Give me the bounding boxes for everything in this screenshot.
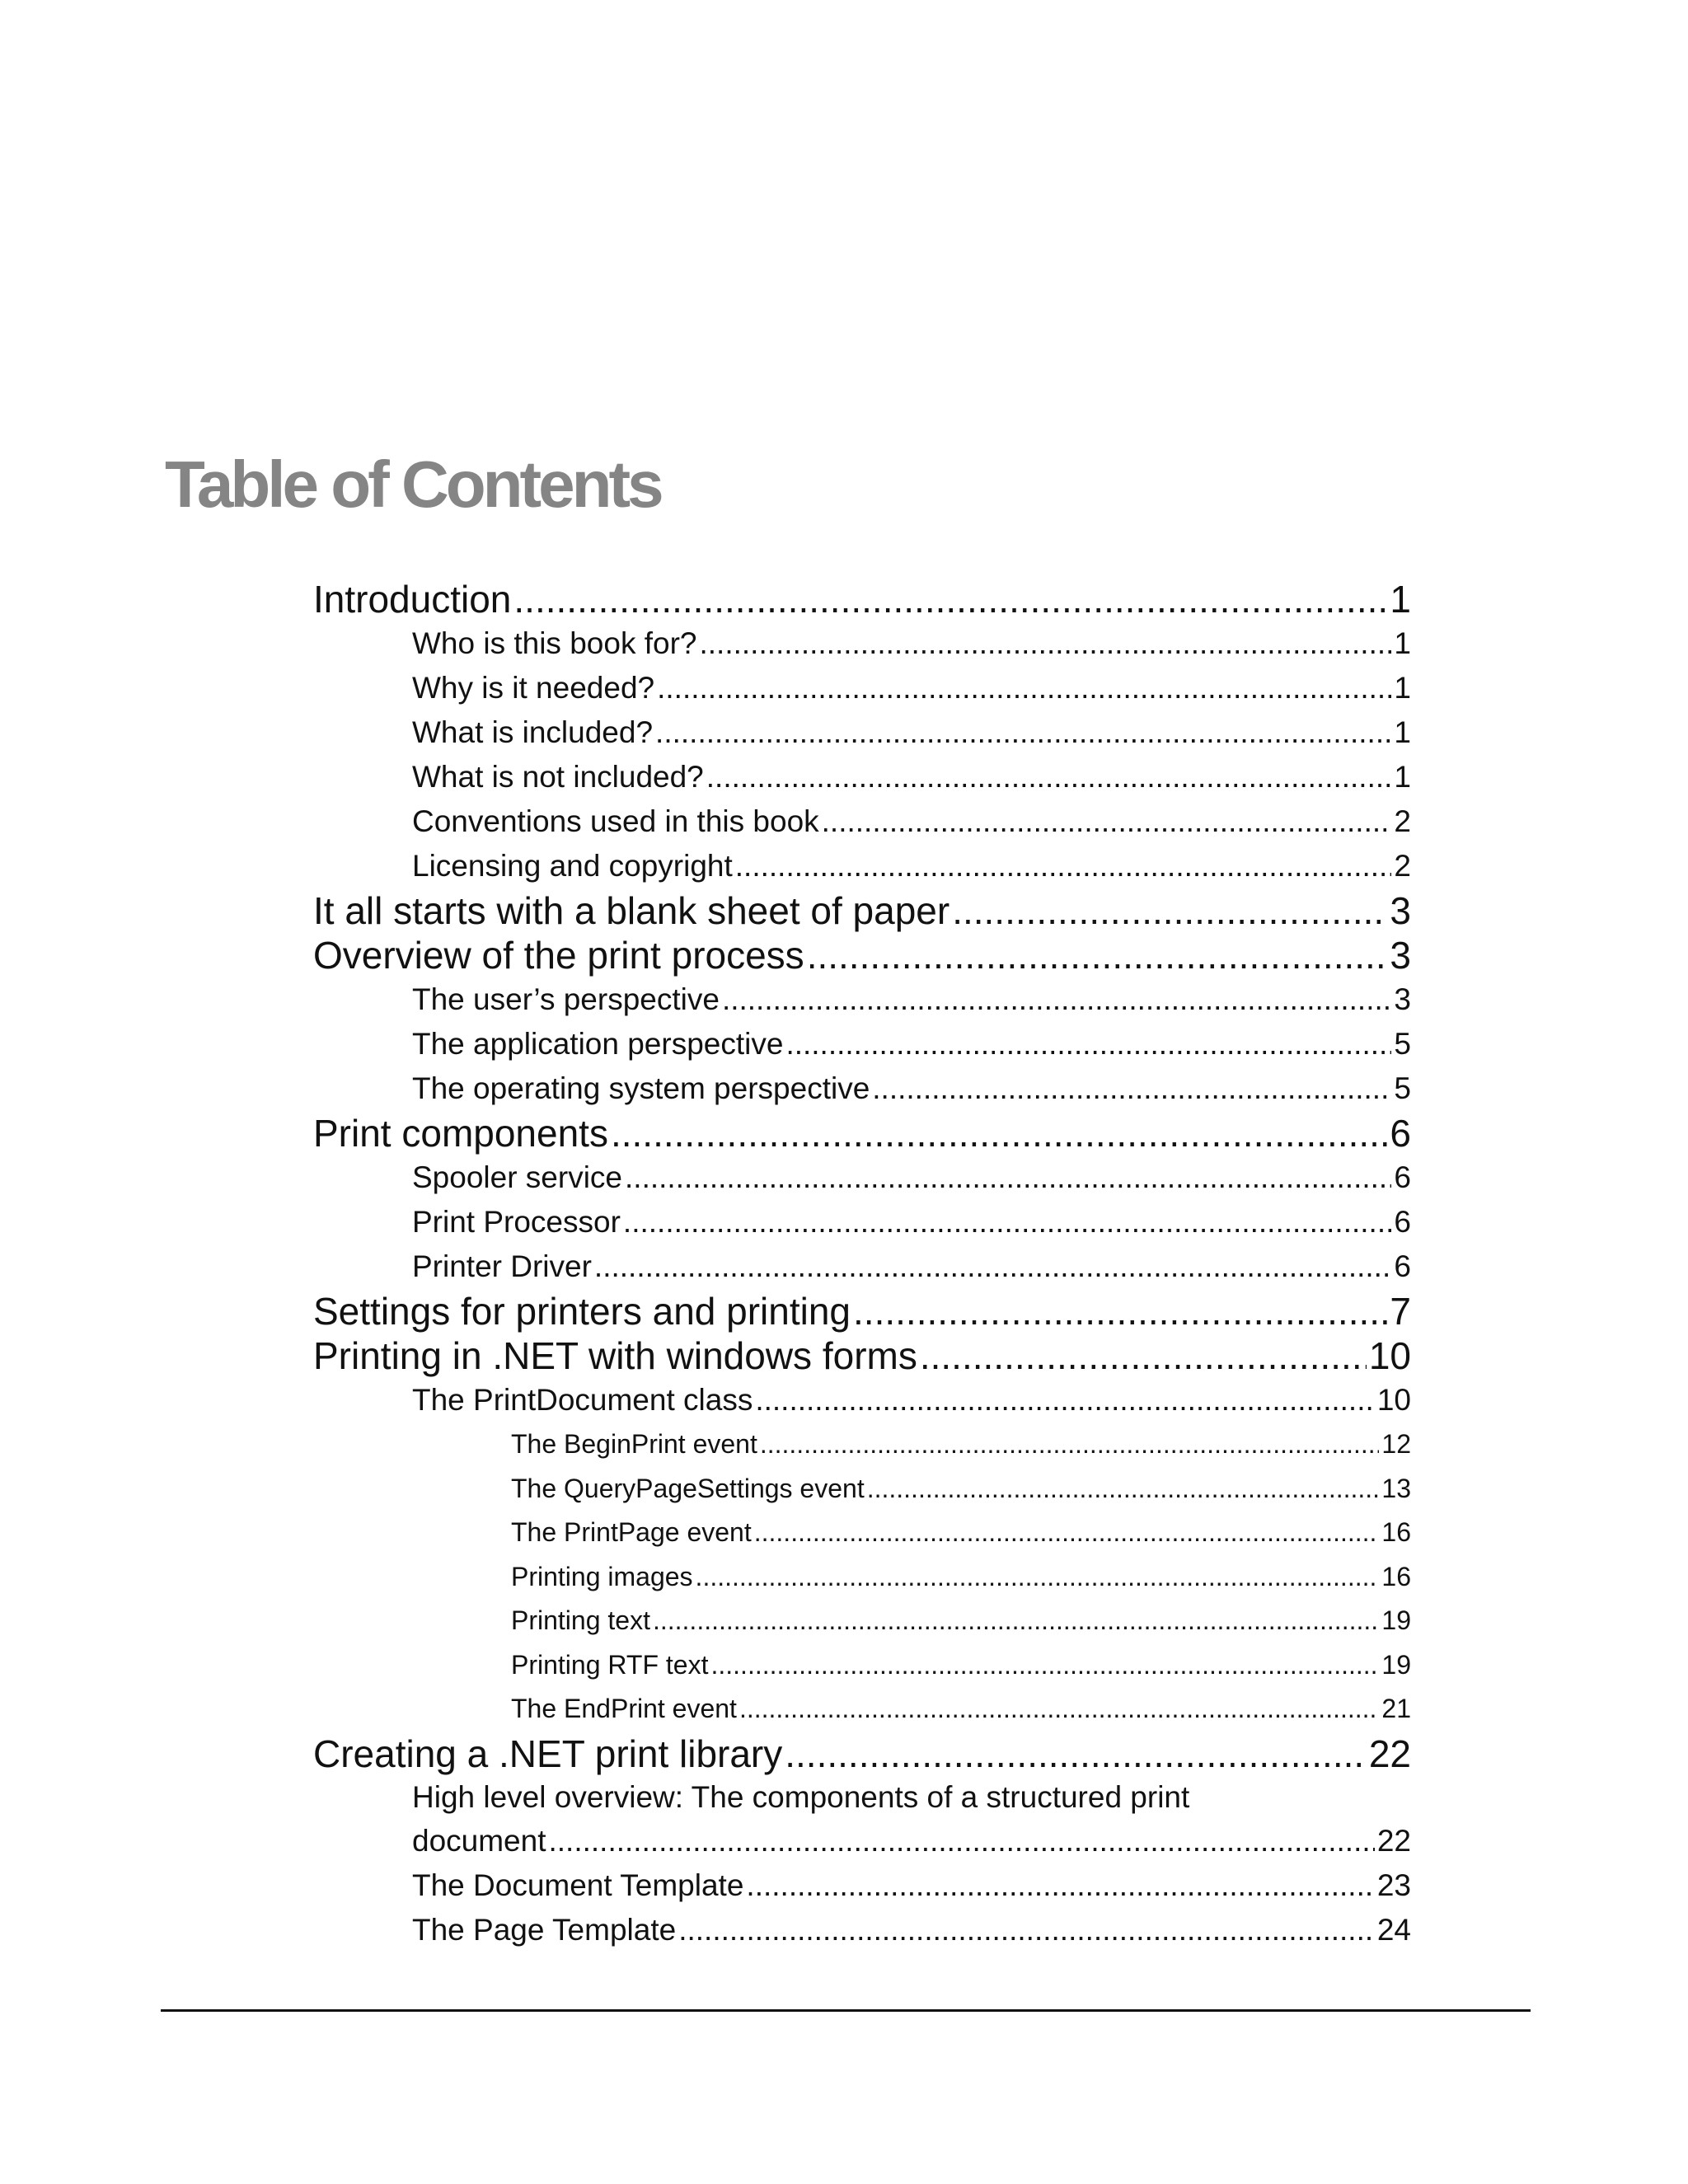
dot-leader	[696, 1555, 1380, 1600]
toc-page-number: 3	[1390, 934, 1411, 977]
toc-entry-beginprint-event[interactable]	[313, 1422, 1411, 1467]
toc-entry-label: Settings for printers and printing	[313, 1290, 851, 1333]
toc-entry-label: Why is it needed?	[412, 671, 655, 705]
toc-page-number: 3	[1394, 982, 1411, 1016]
dot-leader	[867, 1467, 1380, 1511]
toc-entry-settings[interactable]	[313, 1289, 1411, 1333]
toc-entry-os-perspective[interactable]	[313, 1066, 1411, 1111]
toc-entry-who-is-this-book-for[interactable]	[313, 621, 1411, 666]
page-title: Table of Contents	[165, 448, 661, 521]
dot-leader	[739, 1687, 1379, 1732]
toc-entry-label: The user’s perspective	[412, 982, 720, 1016]
toc-entry-endprint-event[interactable]	[313, 1687, 1411, 1732]
toc-page-number: 24	[1376, 1912, 1411, 1947]
dot-leader	[872, 1066, 1391, 1111]
toc-entry-label: Introduction	[313, 578, 512, 621]
toc-entry-label: Printing in .NET with windows forms	[313, 1334, 917, 1377]
toc-page-number: 22	[1368, 1732, 1411, 1775]
toc-page-number: 23	[1376, 1868, 1411, 1902]
toc-page-number: 1	[1390, 578, 1411, 621]
toc-page-number: 21	[1381, 1694, 1411, 1723]
dot-leader	[699, 621, 1391, 666]
toc-page-number: 12	[1381, 1429, 1411, 1459]
toc-page-number: 16	[1381, 1561, 1411, 1591]
toc-page-number: 16	[1381, 1517, 1411, 1547]
toc-entry-print-process-overview[interactable]	[313, 933, 1411, 977]
dot-leader	[735, 844, 1392, 888]
dot-leader	[746, 1863, 1374, 1908]
toc-page-number: 10	[1376, 1383, 1411, 1417]
toc-entry-user-perspective[interactable]	[313, 977, 1411, 1022]
toc-entry-printer-driver[interactable]	[313, 1244, 1411, 1289]
footer-divider	[161, 2009, 1531, 2012]
toc-entry-label: Printing RTF text	[511, 1649, 709, 1680]
toc-entry-printing-dotnet[interactable]	[313, 1333, 1411, 1378]
toc-entry-label: The operating system perspective	[412, 1071, 870, 1105]
toc-entry-label: What is not included?	[412, 760, 704, 794]
toc-entry-licensing[interactable]	[313, 844, 1411, 888]
toc-entry-blank-sheet[interactable]	[313, 888, 1411, 933]
toc-entry-conventions[interactable]	[313, 799, 1411, 844]
toc-page-number: 19	[1381, 1605, 1411, 1635]
toc-page-number: 6	[1394, 1160, 1411, 1194]
toc-entry-label: It all starts with a blank sheet of paper	[313, 889, 950, 932]
dot-leader	[657, 666, 1391, 710]
toc-entry-print-processor[interactable]	[313, 1200, 1411, 1244]
toc-entry-print-library[interactable]	[313, 1732, 1411, 1776]
toc-entry-label: The PrintPage event	[511, 1517, 752, 1547]
toc-page-number: 3	[1390, 889, 1411, 932]
toc-entry-high-level-overview-first-line[interactable]	[313, 1776, 1411, 1819]
toc-page-number: 2	[1394, 849, 1411, 883]
toc-entry-label: Spooler service	[412, 1160, 623, 1194]
dot-leader	[678, 1908, 1375, 1952]
toc-entry-printing-rtf-text[interactable]	[313, 1643, 1411, 1688]
toc-entry-print-components[interactable]	[313, 1111, 1411, 1155]
dot-leader	[807, 933, 1388, 977]
table-of-contents	[313, 577, 1411, 1952]
dot-leader	[853, 1289, 1387, 1333]
toc-page-number: 6	[1390, 1112, 1411, 1155]
toc-entry-printing-images[interactable]	[313, 1555, 1411, 1600]
toc-page-number: 6	[1394, 1205, 1411, 1239]
dot-leader	[513, 577, 1387, 621]
dot-leader	[785, 1732, 1367, 1776]
toc-page-number: 19	[1381, 1649, 1411, 1680]
toc-entry-what-is-included[interactable]	[313, 710, 1411, 755]
toc-entry-label: Conventions used in this book	[412, 804, 819, 838]
toc-entry-label: Licensing and copyright	[412, 849, 733, 883]
toc-page-number: 10	[1368, 1334, 1411, 1377]
toc-entry-label: The application perspective	[412, 1027, 784, 1061]
toc-page-number: 13	[1381, 1473, 1411, 1503]
toc-entry-label: High level overview: The components of a structured print	[412, 1779, 1190, 1814]
dot-leader	[755, 1378, 1375, 1422]
dot-leader	[754, 1511, 1380, 1555]
toc-entry-label: The Document Template	[412, 1868, 744, 1902]
toc-page-number: 5	[1394, 1071, 1411, 1105]
toc-entry-printpage-event[interactable]	[313, 1511, 1411, 1555]
toc-entry-label: The PrintDocument class	[412, 1383, 753, 1417]
toc-entry-printdocument-class[interactable]	[313, 1378, 1411, 1422]
dot-leader	[655, 710, 1391, 755]
toc-page-number: 22	[1376, 1823, 1411, 1858]
toc-entry-why-is-it-needed[interactable]	[313, 666, 1411, 710]
toc-entry-printing-text[interactable]	[313, 1599, 1411, 1643]
dot-leader	[611, 1111, 1387, 1155]
toc-entry-label: Printer Driver	[412, 1249, 592, 1283]
toc-entry-label: What is included?	[412, 715, 654, 749]
toc-entry-label: The EndPrint event	[511, 1694, 737, 1723]
toc-entry-querypagesettings-event[interactable]	[313, 1467, 1411, 1511]
dot-leader	[822, 799, 1392, 844]
toc-page-number: 5	[1394, 1027, 1411, 1061]
dot-leader	[920, 1333, 1367, 1378]
dot-leader	[706, 755, 1392, 799]
toc-page-number: 7	[1390, 1290, 1411, 1333]
toc-entry-page-template[interactable]	[313, 1908, 1411, 1952]
toc-page-number: 1	[1394, 626, 1411, 660]
toc-entry-introduction[interactable]	[313, 577, 1411, 621]
toc-page-number: 2	[1394, 804, 1411, 838]
dot-leader	[952, 888, 1387, 933]
dot-leader	[722, 977, 1391, 1022]
toc-entry-label: Who is this book for?	[412, 626, 697, 660]
toc-entry-application-perspective[interactable]	[313, 1022, 1411, 1066]
toc-entry-label: Print Processor	[412, 1205, 621, 1239]
toc-page-number: 6	[1394, 1249, 1411, 1283]
dot-leader	[785, 1022, 1391, 1066]
toc-entry-label: Printing text	[511, 1605, 650, 1635]
toc-entry-label: Print components	[313, 1112, 608, 1155]
dot-leader	[760, 1422, 1380, 1467]
dot-leader	[710, 1643, 1379, 1688]
dot-leader	[623, 1200, 1392, 1244]
toc-entry-label: The QueryPageSettings event	[511, 1473, 865, 1503]
dot-leader	[594, 1244, 1392, 1289]
dot-leader	[653, 1599, 1379, 1643]
toc-entry-document-template[interactable]	[313, 1863, 1411, 1908]
toc-entry-spooler-service[interactable]	[313, 1155, 1411, 1200]
dot-leader	[625, 1155, 1391, 1200]
toc-entry-label: Overview of the print process	[313, 934, 804, 977]
toc-page-number: 1	[1394, 671, 1411, 705]
toc-entry-label: Printing images	[511, 1561, 693, 1591]
toc-entry-what-is-not-included[interactable]	[313, 755, 1411, 799]
toc-entry-label: The BeginPrint event	[511, 1429, 757, 1459]
toc-entry-label-continuation: document	[412, 1823, 546, 1858]
toc-page-number: 1	[1394, 760, 1411, 794]
dot-leader	[549, 1819, 1375, 1863]
toc-page-number: 1	[1394, 715, 1411, 749]
toc-entry-label: Creating a .NET print library	[313, 1732, 783, 1775]
toc-entry-label: The Page Template	[412, 1912, 677, 1947]
toc-entry-high-level-overview[interactable]	[313, 1819, 1411, 1863]
